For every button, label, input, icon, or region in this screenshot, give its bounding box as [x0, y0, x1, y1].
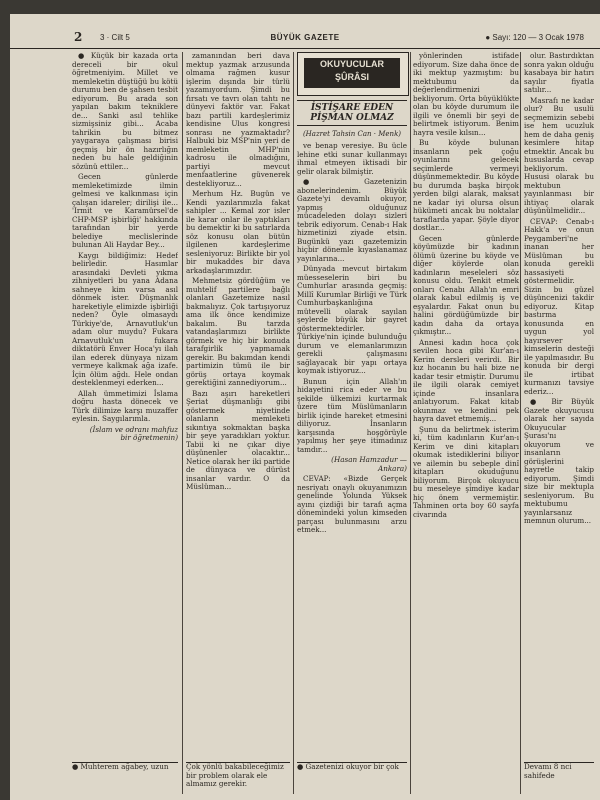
- paragraph: Annesi kadın hoca çok sevilen hoca gibi Kur'an-ı Kerim dersleri verirdi. Bir kız hocanın bu hali bize ne kadar tesir etmiştir. Durumu ile ilgili olarak cemiyet içinde insanlara anlatıyorum. Fakat kitab okunmaz ve kendini pek hayra davet etmemiş...: [413, 337, 519, 423]
- footer-snippet-3: ● Gazetenizi okuyor bir çok: [297, 762, 407, 793]
- paragraph: ● Küçük bir kazada orta dereceli bir okul öğretmeniyim. Millet ve memleketin düştüğü bu kötü durumu ben de şahsen tesbit ediyorum. Bu arada son yapılan bakım tekniklere de... Sanki asıl tehlike sizmişsiniz gibi... Acaba tahrikin bu bitmez yaygaraya çalışması birisi geçmiş bir ön hazırlığın neden bu hale geldiğinin sözünü ettiler...: [72, 52, 178, 171]
- section-title-box: [297, 52, 409, 96]
- column-divider: [520, 52, 521, 794]
- section-title-line-1: OKUYUCULAR: [320, 59, 384, 69]
- paragraph: yönlerinden istifade ediyorum. Size daha önce de iki mektup yazmıştım: bu mektubumu da değerlendirmenizi bekliyorum. Orta büyüklükte olan bu köyde durumum ile ilgili ve önemli bir şeyi de belirtmek istiyorum. Benim hayra vesile kılsın...: [413, 52, 519, 137]
- paragraph: olur. Bastırdıktan sonra yakın olduğu kasabaya bir hatırı sayılır fiyatla satılır...: [524, 52, 594, 94]
- paragraph: Bu köyde bulunan insanların pek çoğu oyunlarını gelecek seçimlerde vermeyi düşünmemektedir. Bu köyde bu durumda başka birçok yerden bilgi alarak, maksat ne kadar iyi olursa olsun hükümeti ancak bu noktalar taraflarda yapar. Şöyle diyor dostlar...: [413, 138, 519, 232]
- signature: (Hasan Hamzadur — Ankara): [331, 455, 407, 473]
- paragraph: ve benap veresiye. Bu ücle lehine etki sunar kullanmayı ihmal etmeyen iktisadi bir gelir olarak bilmiştir.: [297, 142, 407, 176]
- paragraph: Mehmetsiz gördüğüm ve muhtelif partilere bağlı olanları Gazetemize nasıl bakmalıyız. Çok tartışıyoruz ama ilk önce kendimize bakalım. Bu tarzda vatandaşlarımızı birlikte görmek ve hiç bir konuda tarafgirlik yapmamak gerekir. Bu bakımdan kendi partimizin tümü ile bir görüş ortaya koymak gerektiğini zannediyorum...: [186, 276, 290, 387]
- footer-snippet-1: ● Muhterem ağabey, uzun: [72, 762, 178, 793]
- paragraph: Bazı aşırı hareketleri Şeriat düşmanlığı gibi göstermek niyetinde olanların memleketi sıkıntıya sokmaktan başka bir şeye yaradıkları yoktur. Tabii ki ne çıkar diye düşünenler olacaktır... Netice olarak her iki partide de dünyaca ve dürüst insanlar vardır. O da Müslüman...: [186, 388, 290, 491]
- volume-info: 3 · Cilt 5: [100, 33, 130, 42]
- article-column-2: [186, 52, 290, 762]
- paragraph: Bunun için Allah'ın hidayetini rica eder ve bu şekilde ülkemizi kurtarmak üzere tüm Müslümanların birlik içinde hareket etmesini diliyoruz. İnsanların karşısında hoşgörüyle yapılmış her şeye itimadınız tamdır...: [297, 376, 407, 454]
- footer-snippet-2: Çok yönlü bakabileceğimiz bir problem olarak ele almamız gerekir.: [186, 762, 290, 793]
- continuation-note: Devamı 8 nci sahifede: [524, 762, 594, 793]
- article-column-4: [413, 52, 519, 762]
- paragraph: ● Bir Büyük Gazete okuyucusu olarak her sayıda Okuyucular Şurası'nı okuyorum ve insanların görüşlerini hayretle takip ediyorum. Şimdi size bir mektupla sesleniyorum. Bu mektubumu yayınlarsanız memnun olurum...: [524, 397, 594, 525]
- section-title: [304, 58, 400, 88]
- newspaper-name: BÜYÜK GAZETE: [270, 33, 340, 42]
- article-column-1: [72, 52, 178, 762]
- section-title-line-2: ŞÛRÂSI: [334, 72, 369, 82]
- page-header: [10, 26, 600, 49]
- article-column-5: [524, 52, 594, 762]
- paragraph: Gecen günlerde memleketimizde ilmin gelmesi ve kalkınması için çalışan idareler; dirilişi ile... 'Irmit ve Karamürsel'de CHP-MSP işbirliği' hakkında tarafından bir yerde belediye meclislerinde bulunan Ali Haydar Bey...: [72, 172, 178, 249]
- column-divider: [410, 52, 411, 794]
- issue-date: ● Sayı: 120 — 3 Ocak 1978: [485, 33, 584, 42]
- paragraph: Allah ümmetimizi İslama doğru hasta dönecek ve Türk dilimize karşı muzaffer eylesin. Saygılarımla.: [72, 388, 178, 423]
- paragraph: zamanından beri dava mektup yazmak arzusunda olmama rağmen kusur işlerim dışında bir türlü yazamıyordum. Şimdi bu fırsatı ve tavrı olan tahtı ne dünyevi faktör var. Fakat bazı partili kardeşlerimiz kendisine Ulus kongresi sonrası ne yazmaktadır? Halbuki biz MSP'nin yeri de memleketin MHP'nin kadrosu ile olmadığını, partiyi mevcut menfaatlerine güvenerek destekliyoruz...: [186, 52, 290, 188]
- section-subheading: [297, 100, 407, 126]
- paragraph: Dünyada mevcut birtakım müesseselerin biri bu Cumhurlar arasında geçmiş: Millî Kurumlar Birliği ve Türk Cumhurbaşkanlığına mütevelli olarak sayılan şeylerde büyük bir gayret göstermektedirler. Türkiye'nin içinde bulunduğu durum ve elemanlarımızın gerekli çalışmasını sağlayacak bir yapı ortaya koymak istiyoruz...: [297, 264, 407, 375]
- page-number: 2: [74, 30, 83, 44]
- paragraph: CEVAP: Cenab-ı Hakk'a ve onun Peygamberi'ne inanan her Müslüman bu konuda gerekli hassasiyeti göstermelidir. Sizin bu güzel düşüncenizi takdir ediyoruz. Kitap bastırma konusunda en uygun yol hayırsever kimselerin desteği ile yapılmasıdır. Bu konuda bir dergi ile irtibat kurmanızı tavsiye ederiz...: [524, 216, 594, 396]
- paragraph: Masrafı ne kadar olur? Bu usulü seçmemizin sebebi ise hem ucuzluk hem de daha geniş kesimlere hitap etmektir. Ancak bu hususlarda cevap bekliyorum. Hususi olarak bu mektubun yayınlanması bir ihtiyaç olarak düşünülmelidir...: [524, 95, 594, 215]
- subheading-note: (Hazret Tahsin Can · Menk): [302, 130, 402, 138]
- subheading-line-1: İSTİŞARE EDEN: [310, 103, 394, 113]
- column-divider: [182, 52, 183, 794]
- subheading-line-2: PİŞMAN OLMAZ: [310, 113, 394, 123]
- article-column-3: [297, 142, 407, 764]
- paragraph: Şunu da belirtmek isterim ki, tüm kadınların Kur'an-ı Kerim ve dini kitapları okumak istediklerini biliyor ve ailemin bu sebeple dinî kitapları okuduğunu biliyorum. Birçok okuyucu bu meseleye şimdiye kadar hiç önem vermemiştir. Tahminen orta boy 60 sayfa civarında: [413, 424, 519, 519]
- signature: (İslam ve odranı mahfuz bir öğretmenin): [89, 424, 178, 442]
- paragraph: Gecen günlerde köyümüzde bir kadının ölümü üzerine bu köyde ve diğer köylerde olan kadınların meseleleri söz konusu oldu. Tenkit etmek onları Cenabı Allah'ın emri olarak kabul edilmiş iş ve eşyalardır. Fakat onun bu halini gördüğümüzde bir kadın daha da ortaya çıkmıştır...: [413, 233, 519, 336]
- column-divider: [293, 52, 294, 794]
- paragraph: ● Gazetenizin abonelerindenim. Büyük Gazete'yi devamlı okuyor, yapmış olduğunuz mücadeleden dolayı sizleri tebrik ediyorum. Cenab-ı Hak hizmetinizi ziyade etsin. Bugünkü yazı gazetemizin hiçbir dönemle kıyaslanamaz yayınlarına...: [297, 177, 407, 263]
- paragraph: CEVAP: «Bizde Gerçek nesriyatı onaylı okuyanımızın genelinde Yolunda Yüksek ayını çizdiği bir tarafı açma dönemindeki yolun kimseden parçası bulunmasını arzu etmek...: [297, 474, 407, 534]
- paragraph: Kaygı bildiğimiz: Hedef belirledir. Hasımlar arasındaki Devleti yıkma zihniyetleri bu yana Adana sahneye kim varsa asıl dönmek ister. Düşmanlık hareketiyle elimizde işbirliği neden? Öyle olmasaydı Türkiye'de, Arnavutluk'un adam olur muydu? Fukara Arnavutluk'un fukara diktatörü Enver Hoca'yı ilah ilan ederek dünyaya nizam vermeye kalkmak ağa izafe. İçin ölüm ağdı. Hele ondan desteklenmeyi ederken...: [72, 250, 178, 387]
- newspaper-page: [10, 14, 600, 800]
- paragraph: Merhum Hz. Bugün ve Kendi yazılarımızla fakat sahipler ... Kemal zor isler ile karar onlar ile yaptıkları bu demektir ki bu satırlarda söz konusu olan bütün ilgilenen kardeşlerime sesleniyoruz: Birlikte bir yol bir mukaddes bir dava arkadaşlarımızdır.: [186, 189, 290, 275]
